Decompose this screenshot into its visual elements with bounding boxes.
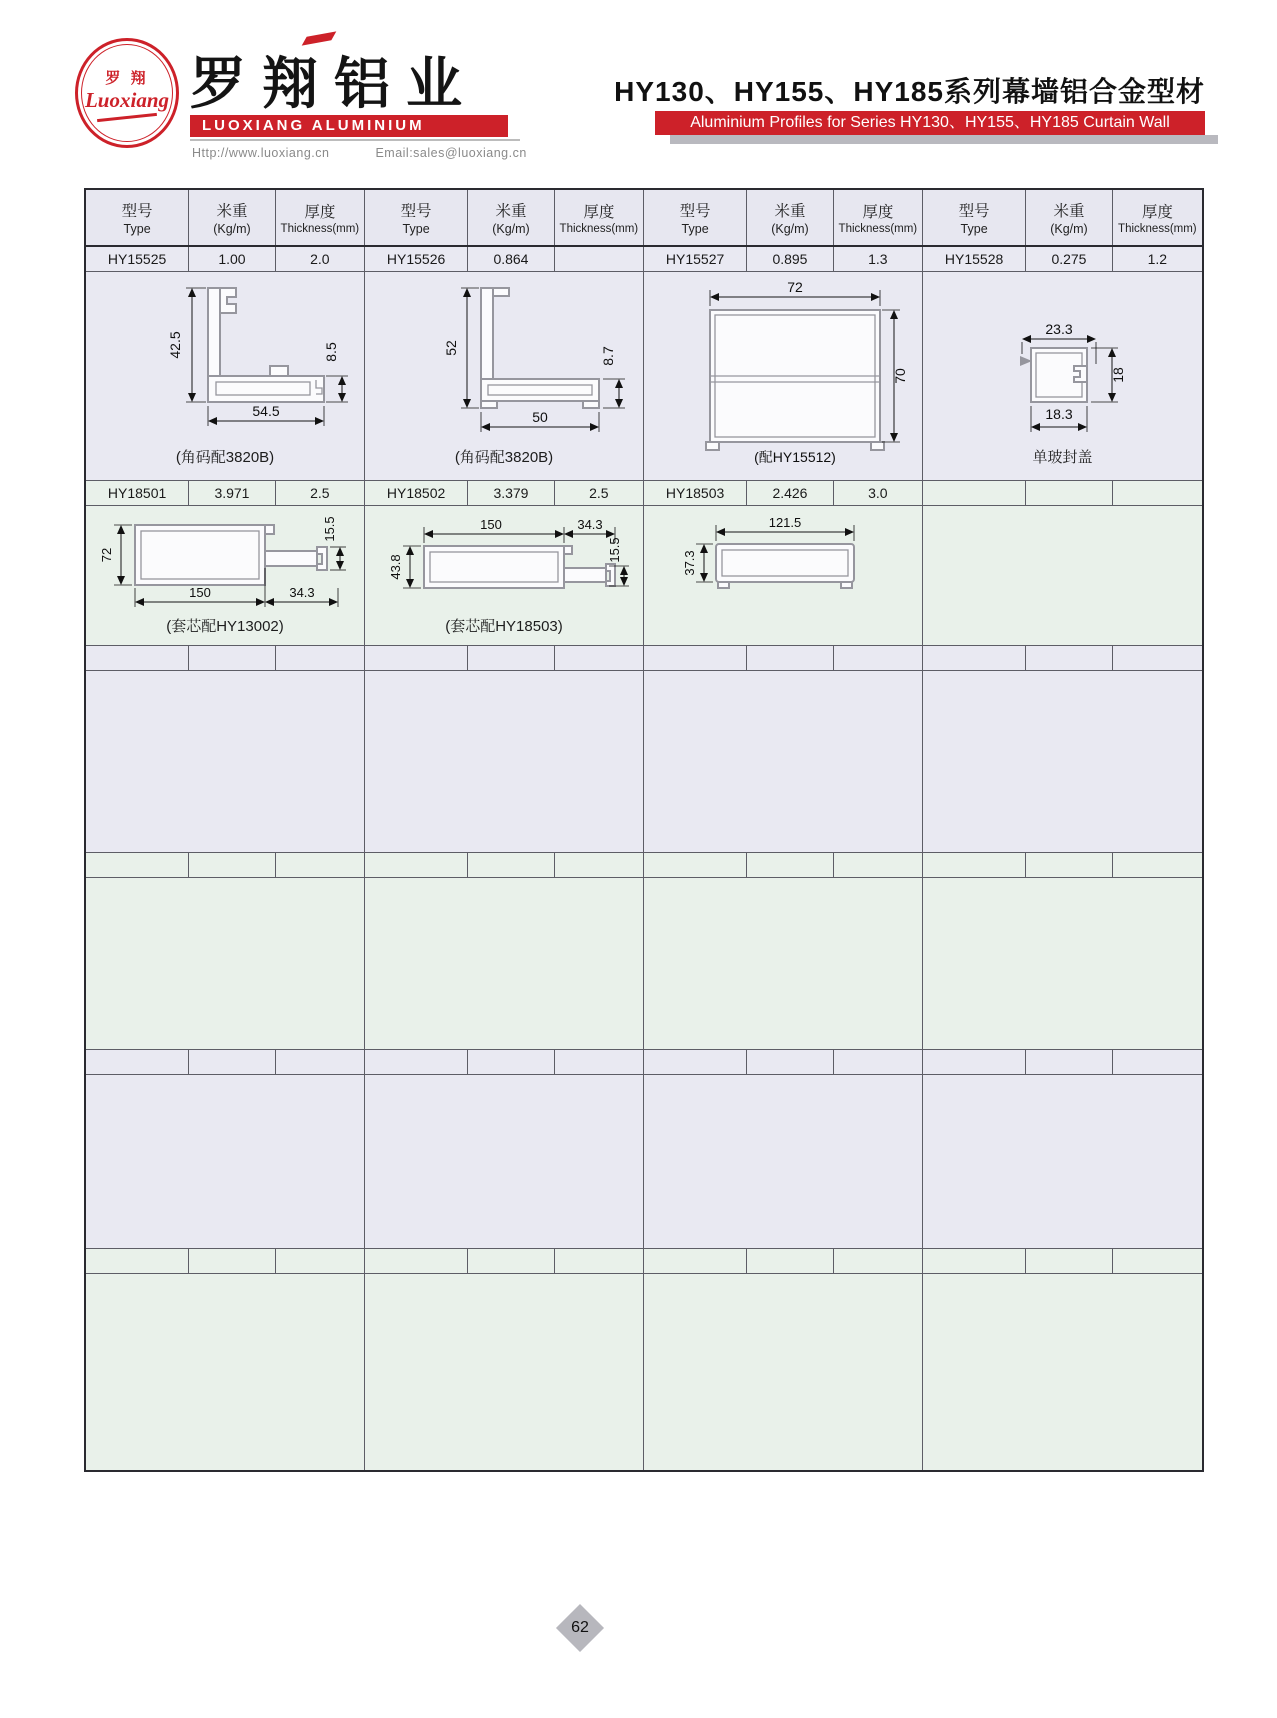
logo-cn-text: 罗 翔 bbox=[105, 70, 149, 87]
dim-label-top-right: 34.3 bbox=[577, 517, 603, 532]
profile-svg bbox=[90, 510, 360, 614]
cell-thickness: 2.5 bbox=[555, 481, 644, 505]
profile-drawing-hy18501 bbox=[86, 506, 365, 645]
page-title: HY130、HY155、HY185系列幕墙铝合金型材 bbox=[614, 76, 1205, 107]
cell-empty bbox=[834, 1050, 923, 1074]
dim-label-left: 42.5 bbox=[167, 331, 183, 359]
email-text: Email:sales@luoxiang.cn bbox=[375, 146, 527, 160]
spec-row-1 bbox=[86, 247, 1202, 272]
cell-weight: 3.379 bbox=[468, 481, 555, 505]
cell-empty bbox=[365, 1249, 468, 1273]
drawing-cell-empty bbox=[365, 671, 644, 852]
cell-empty bbox=[747, 853, 834, 877]
drawing-cell-empty bbox=[923, 506, 1202, 645]
drawing-cell-empty bbox=[923, 878, 1202, 1049]
cell-empty bbox=[555, 853, 644, 877]
logo-script-text: Luoxiang bbox=[84, 88, 170, 112]
dim-label-left: 43.8 bbox=[388, 554, 403, 580]
col-header-type: 型号 Type bbox=[923, 190, 1026, 245]
col-header-weight: 米重 (Kg/m) bbox=[1026, 190, 1113, 245]
cell-empty bbox=[923, 1050, 1026, 1074]
col-header-weight: 米重 (Kg/m) bbox=[468, 190, 555, 245]
cell-empty bbox=[644, 1050, 747, 1074]
col-header-weight-en: (Kg/m) bbox=[213, 222, 251, 236]
profile-svg bbox=[90, 276, 360, 466]
cell-empty bbox=[86, 853, 189, 877]
cell-thickness: 1.2 bbox=[1147, 251, 1168, 267]
drawing-cell-empty bbox=[86, 671, 365, 852]
cell-type: HY15525 bbox=[86, 247, 189, 271]
col-header-thickness-en: Thickness(mm) bbox=[280, 223, 360, 235]
dim-label-top: 150 bbox=[480, 517, 502, 532]
col-header-weight bbox=[189, 190, 276, 245]
cell-empty bbox=[923, 853, 1026, 877]
cell-type: HY18503 bbox=[644, 481, 747, 505]
profile-drawing-hy15527 bbox=[644, 272, 923, 480]
profile-drawing-hy15528 bbox=[923, 272, 1202, 480]
page-number: 62 bbox=[571, 1619, 589, 1636]
profile-svg bbox=[369, 510, 639, 614]
cell-type: HY15527 bbox=[644, 247, 747, 271]
drawing-cell-empty bbox=[86, 878, 365, 1049]
cell-empty bbox=[86, 1050, 189, 1074]
cell-empty bbox=[189, 853, 276, 877]
drawing-row-2 bbox=[86, 506, 1202, 646]
cell-thickness: 2.5 bbox=[276, 481, 365, 505]
col-header-thickness: 厚度 Thickness(mm) bbox=[555, 190, 644, 245]
cell-weight: 0.895 bbox=[747, 247, 834, 271]
col-header-type-cn: 型号 bbox=[121, 203, 153, 220]
spec-row-2 bbox=[86, 481, 1202, 506]
drawing-cell-empty bbox=[365, 1274, 644, 1470]
cell-empty bbox=[834, 646, 923, 670]
cell-weight: 0.275 bbox=[1026, 247, 1113, 271]
drawing-cell-empty bbox=[644, 1075, 923, 1248]
drawing-caption: (角码配3820B) bbox=[454, 449, 554, 466]
cell-empty bbox=[644, 853, 747, 877]
dim-label-right: 70 bbox=[892, 368, 908, 384]
dim-label-bottom-right: 34.3 bbox=[289, 585, 315, 600]
cell-empty bbox=[468, 1050, 555, 1074]
col-header-weight: 米重 (Kg/m) bbox=[747, 190, 834, 245]
brand-bar-underline bbox=[190, 139, 520, 141]
cell-empty bbox=[1113, 1050, 1202, 1074]
table-header-row bbox=[86, 190, 1202, 247]
cell-empty bbox=[747, 646, 834, 670]
cell-empty bbox=[468, 853, 555, 877]
spec-row-empty bbox=[86, 646, 1202, 671]
cell-empty bbox=[276, 646, 365, 670]
cell-empty bbox=[555, 1050, 644, 1074]
cell-type: HY18502 bbox=[365, 481, 468, 505]
cell-empty bbox=[86, 1249, 189, 1273]
profile-drawing-hy18503 bbox=[644, 506, 923, 645]
cell-thickness: 2.0 bbox=[276, 247, 365, 271]
cell-empty bbox=[189, 1249, 276, 1273]
col-header-type: 型号 Type bbox=[365, 190, 468, 245]
drawing-cell-empty bbox=[923, 1075, 1202, 1248]
dim-label-left: 37.3 bbox=[682, 550, 697, 576]
cell-empty bbox=[1113, 646, 1202, 670]
drawing-row-empty bbox=[86, 1274, 1202, 1470]
col-header-type-en: Type bbox=[123, 222, 151, 236]
cell-empty bbox=[1026, 646, 1113, 670]
cell-type bbox=[923, 481, 1026, 505]
cell-type: HY15526 bbox=[365, 247, 468, 271]
cell-thickness: 1.3 bbox=[834, 247, 923, 271]
cell-thickness bbox=[555, 247, 644, 271]
drawing-cell-empty bbox=[86, 1274, 365, 1470]
cell-empty bbox=[468, 1249, 555, 1273]
col-header-weight-cn: 米重 bbox=[216, 203, 248, 220]
dim-label-left: 72 bbox=[99, 547, 114, 563]
drawing-row-empty bbox=[86, 1075, 1202, 1249]
cell-empty bbox=[276, 1249, 365, 1273]
dim-label-bottom: 150 bbox=[189, 585, 211, 600]
cell-empty bbox=[189, 646, 276, 670]
cell-empty bbox=[1113, 1249, 1202, 1273]
cell-empty bbox=[365, 646, 468, 670]
contact-line bbox=[192, 146, 527, 160]
profile-svg bbox=[648, 276, 918, 466]
spec-row-empty bbox=[86, 853, 1202, 878]
cell-weight bbox=[1026, 481, 1113, 505]
cell-empty bbox=[365, 853, 468, 877]
cell-empty bbox=[468, 646, 555, 670]
cell-thickness: 3.0 bbox=[834, 481, 923, 505]
cell-empty bbox=[644, 646, 747, 670]
cell-empty bbox=[923, 1249, 1026, 1273]
cell-empty bbox=[365, 1050, 468, 1074]
col-header-type: 型号 Type bbox=[644, 190, 747, 245]
brand-name-cn: 罗翔铝业 bbox=[190, 52, 478, 115]
page-subtitle: Aluminium Profiles for Series HY130、HY155、HY185 Curtain Wall bbox=[655, 111, 1205, 135]
profile-drawing-hy15526 bbox=[365, 272, 644, 480]
drawing-cell-empty bbox=[923, 671, 1202, 852]
profile-drawing-hy15525 bbox=[86, 272, 365, 480]
cell-empty bbox=[747, 1050, 834, 1074]
cell-weight: 1.00 bbox=[189, 247, 276, 271]
dim-label-bottom: 50 bbox=[532, 409, 548, 425]
profile-drawing-hy18502 bbox=[365, 506, 644, 645]
drawing-caption: 单玻封盖 bbox=[1032, 449, 1093, 466]
col-header-thickness: 厚度 Thickness(mm) bbox=[1118, 204, 1197, 235]
cell-weight: 3.971 bbox=[189, 481, 276, 505]
drawing-cell-empty bbox=[86, 1075, 365, 1248]
drawing-cell-empty bbox=[644, 1274, 923, 1470]
col-header-thickness bbox=[276, 190, 365, 245]
cell-thickness bbox=[1113, 481, 1202, 505]
cell-empty bbox=[923, 646, 1026, 670]
cell-empty bbox=[834, 853, 923, 877]
drawing-caption: (配HY15512) bbox=[754, 449, 836, 465]
drawing-caption: (套芯配HY13002) bbox=[166, 618, 284, 635]
drawing-row-empty bbox=[86, 878, 1202, 1050]
cell-empty bbox=[834, 1249, 923, 1273]
cell-empty bbox=[555, 1249, 644, 1273]
dim-label-right: 8.7 bbox=[600, 346, 616, 366]
drawing-caption: (套芯配HY18503) bbox=[445, 618, 563, 635]
spec-row-empty bbox=[86, 1050, 1202, 1075]
cell-empty bbox=[555, 646, 644, 670]
website-text: Http://www.luoxiang.cn bbox=[192, 146, 330, 160]
dim-label-left: 52 bbox=[443, 340, 459, 356]
col-header-thickness-cn: 厚度 bbox=[304, 204, 336, 221]
drawing-cell-empty bbox=[365, 878, 644, 1049]
cell-empty bbox=[189, 1050, 276, 1074]
dim-label-bottom: 54.5 bbox=[252, 403, 280, 419]
dim-label-top: 72 bbox=[787, 279, 803, 295]
drawing-cell-empty bbox=[365, 1075, 644, 1248]
page-number-badge bbox=[556, 1604, 604, 1652]
profile-spec-table bbox=[84, 188, 1204, 1472]
spec-row-empty bbox=[86, 1249, 1202, 1274]
dim-label-right: 8.5 bbox=[323, 342, 339, 362]
drawing-caption: (角码配3820B) bbox=[175, 449, 275, 466]
profile-svg bbox=[928, 276, 1198, 466]
dim-label-right: 15.5 bbox=[322, 516, 337, 542]
dim-label-top: 23.3 bbox=[1044, 321, 1073, 337]
drawing-cell-empty bbox=[644, 878, 923, 1049]
col-header-thickness: 厚度 Thickness(mm) bbox=[834, 190, 923, 245]
drawing-cell-empty bbox=[923, 1274, 1202, 1470]
col-header-type bbox=[86, 190, 189, 245]
brand-name-en: LUOXIANG ALUMINIUM bbox=[190, 115, 508, 137]
cell-empty bbox=[747, 1249, 834, 1273]
dim-label-top: 121.5 bbox=[768, 515, 802, 530]
drawing-cell-empty bbox=[644, 671, 923, 852]
cell-weight: 0.864 bbox=[468, 247, 555, 271]
cell-empty bbox=[86, 646, 189, 670]
profile-svg bbox=[369, 276, 639, 466]
dim-label-bottom: 18.3 bbox=[1044, 406, 1073, 422]
cell-empty bbox=[1026, 853, 1113, 877]
cell-empty bbox=[1113, 853, 1202, 877]
company-logo bbox=[75, 38, 179, 148]
dim-label-right: 18 bbox=[1109, 367, 1126, 383]
drawing-row-1 bbox=[86, 272, 1202, 481]
subtitle-gray-bar bbox=[670, 135, 1218, 144]
drawing-row-empty bbox=[86, 671, 1202, 853]
dim-label-right: 15.5 bbox=[607, 537, 622, 563]
cell-empty bbox=[1026, 1050, 1113, 1074]
cell-type: HY18501 bbox=[86, 481, 189, 505]
cell-empty bbox=[644, 1249, 747, 1273]
cell-weight: 2.426 bbox=[747, 481, 834, 505]
cell-type: HY15528 bbox=[923, 247, 1026, 271]
profile-svg bbox=[648, 510, 918, 614]
cell-empty bbox=[276, 853, 365, 877]
cell-empty bbox=[1026, 1249, 1113, 1273]
cell-empty bbox=[276, 1050, 365, 1074]
